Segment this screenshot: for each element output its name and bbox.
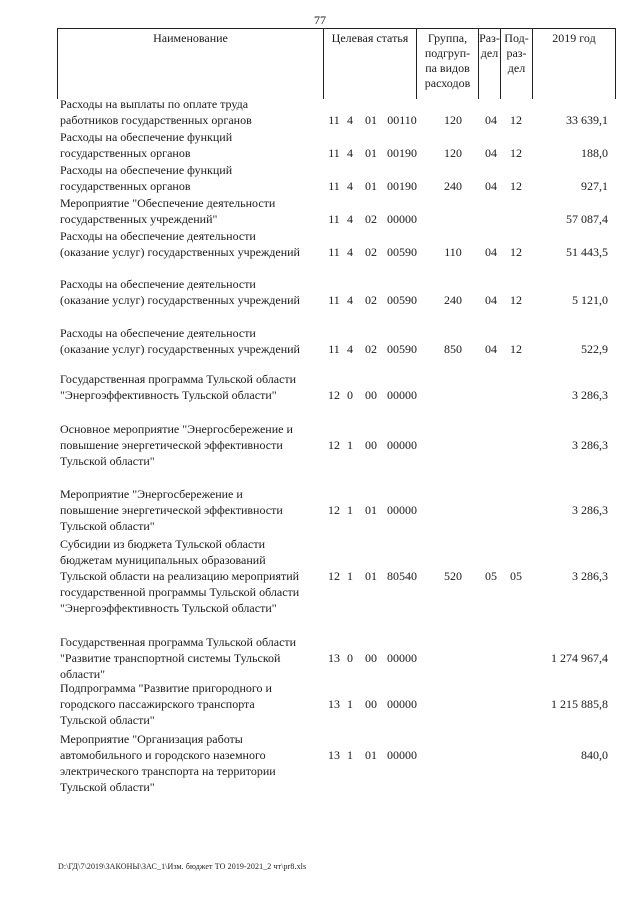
amount-2019: 3 286,3 — [572, 503, 608, 517]
code-subprogram: 1 — [347, 503, 353, 517]
code-event: 01 — [365, 179, 377, 193]
code-direction: 00190 — [387, 179, 417, 193]
amount-2019: 1 215 885,8 — [551, 697, 608, 711]
code-program: 11 — [328, 179, 340, 193]
code-program: 11 — [328, 146, 340, 160]
code-event: 01 — [365, 748, 377, 762]
subsection-code: 12 — [510, 245, 522, 259]
header-year: 2019 год — [552, 31, 596, 45]
row-name: Государственная программа Тульской области "Энергоэффективность Тульской области" — [60, 372, 297, 402]
amount-2019: 57 087,4 — [566, 212, 608, 226]
header-section: Раз- дел — [479, 31, 500, 60]
code-program: 11 — [328, 212, 340, 226]
code-subprogram: 4 — [347, 245, 353, 259]
code-event: 01 — [365, 503, 377, 517]
amount-2019: 522,9 — [581, 342, 608, 356]
code-direction: 80540 — [387, 569, 417, 583]
page-number: 77 — [314, 13, 326, 27]
code-subprogram: 4 — [347, 146, 353, 160]
code-program: 11 — [328, 293, 340, 307]
code-event: 02 — [365, 342, 377, 356]
code-direction: 00000 — [387, 651, 417, 665]
row-name: Мероприятие "Обеспечение деятельности государственных учреждений" — [60, 196, 276, 226]
subsection-code: 12 — [510, 293, 522, 307]
amount-2019: 188,0 — [581, 146, 608, 160]
amount-2019: 927,1 — [581, 179, 608, 193]
section-code: 04 — [485, 342, 497, 356]
row-name: Расходы на обеспечение деятельности (оказание услуг) государственных учреждений — [60, 277, 300, 307]
row-name: Подпрограмма "Развитие пригородного и городского пассажирского транспорта Тульской области" — [60, 681, 272, 727]
code-direction: 00000 — [387, 212, 417, 226]
expense-group: 110 — [444, 245, 462, 259]
code-subprogram: 4 — [347, 113, 353, 127]
row-name: Мероприятие "Энергосбережение и повышение энергетической эффективности Тульской области" — [60, 487, 283, 533]
amount-2019: 1 274 967,4 — [551, 651, 608, 665]
subsection-code: 05 — [510, 569, 522, 583]
code-program: 13 — [328, 697, 340, 711]
header-expense-group: Группа, подгруп- па видов расходов — [424, 31, 471, 90]
code-event: 00 — [365, 438, 377, 452]
row-name: Расходы на обеспечение деятельности (оказание услуг) государственных учреждений — [60, 229, 300, 259]
amount-2019: 5 121,0 — [572, 293, 608, 307]
code-subprogram: 4 — [347, 212, 353, 226]
section-code: 04 — [485, 113, 497, 127]
header-subsection: Под- раз- дел — [504, 31, 529, 75]
code-subprogram: 4 — [347, 342, 353, 356]
header-name: Наименование — [153, 31, 228, 45]
code-event: 01 — [365, 569, 377, 583]
code-direction: 00000 — [387, 438, 417, 452]
row-name: Субсидии из бюджета Тульской области бюджетам муниципальных образований Тульской области на реализацию мероприятий государственной программы Тульской области "Энергоэффективность Тульской области" — [60, 537, 300, 615]
section-code: 04 — [485, 245, 497, 259]
row-name: Государственная программа Тульской области "Развитие транспортной системы Тульской области" — [60, 635, 297, 681]
code-event: 02 — [365, 293, 377, 307]
code-direction: 00190 — [387, 146, 417, 160]
amount-2019: 3 286,3 — [572, 569, 608, 583]
code-direction: 00000 — [387, 697, 417, 711]
code-direction: 00590 — [387, 293, 417, 307]
expense-group: 850 — [444, 342, 462, 356]
subsection-code: 12 — [510, 113, 522, 127]
subsection-code: 12 — [510, 342, 522, 356]
amount-2019: 840,0 — [581, 748, 608, 762]
amount-2019: 33 639,1 — [566, 113, 608, 127]
code-subprogram: 1 — [347, 748, 353, 762]
code-subprogram: 1 — [347, 697, 353, 711]
section-code: 04 — [485, 293, 497, 307]
code-program: 13 — [328, 651, 340, 665]
code-program: 12 — [328, 438, 340, 452]
expense-group: 240 — [444, 293, 462, 307]
row-name: Расходы на обеспечение деятельности (оказание услуг) государственных учреждений — [60, 326, 300, 356]
code-event: 00 — [365, 388, 377, 402]
code-event: 02 — [365, 212, 377, 226]
expense-group: 120 — [444, 113, 462, 127]
row-name: Расходы на выплаты по оплате труда работников государственных органов — [60, 97, 252, 127]
code-program: 12 — [328, 503, 340, 517]
section-code: 05 — [485, 569, 497, 583]
code-program: 12 — [328, 569, 340, 583]
row-name: Расходы на обеспечение функций государственных органов — [60, 163, 233, 193]
code-event: 00 — [365, 697, 377, 711]
expense-group: 520 — [444, 569, 462, 583]
section-code: 04 — [485, 146, 497, 160]
table-header — [57, 28, 616, 99]
code-subprogram: 0 — [347, 388, 353, 402]
code-program: 11 — [328, 245, 340, 259]
code-subprogram: 0 — [347, 651, 353, 665]
subsection-code: 12 — [510, 179, 522, 193]
code-event: 02 — [365, 245, 377, 259]
code-subprogram: 1 — [347, 569, 353, 583]
file-path-footer: D:\ГД\7\2019\ЗАКОНЫ\ЗАС_1\Изм. бюджет ТО 2019-2021_2 чт\pr8.xls — [58, 862, 307, 871]
code-direction: 00590 — [387, 342, 417, 356]
code-subprogram: 1 — [347, 438, 353, 452]
amount-2019: 3 286,3 — [572, 438, 608, 452]
code-program: 12 — [328, 388, 340, 402]
code-event: 01 — [365, 146, 377, 160]
subsection-code: 12 — [510, 146, 522, 160]
section-code: 04 — [485, 179, 497, 193]
amount-2019: 3 286,3 — [572, 388, 608, 402]
code-event: 00 — [365, 651, 377, 665]
expense-group: 240 — [444, 179, 462, 193]
code-subprogram: 4 — [347, 179, 353, 193]
code-direction: 00590 — [387, 245, 417, 259]
row-name: Мероприятие "Организация работы автомобильного и городского наземного электрического транспорта на территории Тульской области" — [60, 732, 276, 794]
code-program: 11 — [328, 113, 340, 127]
code-direction: 00000 — [387, 388, 417, 402]
code-program: 13 — [328, 748, 340, 762]
expense-group: 120 — [444, 146, 462, 160]
row-name: Расходы на обеспечение функций государственных органов — [60, 130, 233, 160]
header-target-article: Целевая статья — [331, 31, 409, 45]
code-event: 01 — [365, 113, 377, 127]
code-direction: 00000 — [387, 503, 417, 517]
amount-2019: 51 443,5 — [566, 245, 608, 259]
code-program: 11 — [328, 342, 340, 356]
code-direction: 00000 — [387, 748, 417, 762]
code-subprogram: 4 — [347, 293, 353, 307]
code-direction: 00110 — [387, 113, 417, 127]
row-name: Основное мероприятие "Энергосбережение и повышение энергетической эффективности Тульской области" — [60, 422, 293, 468]
